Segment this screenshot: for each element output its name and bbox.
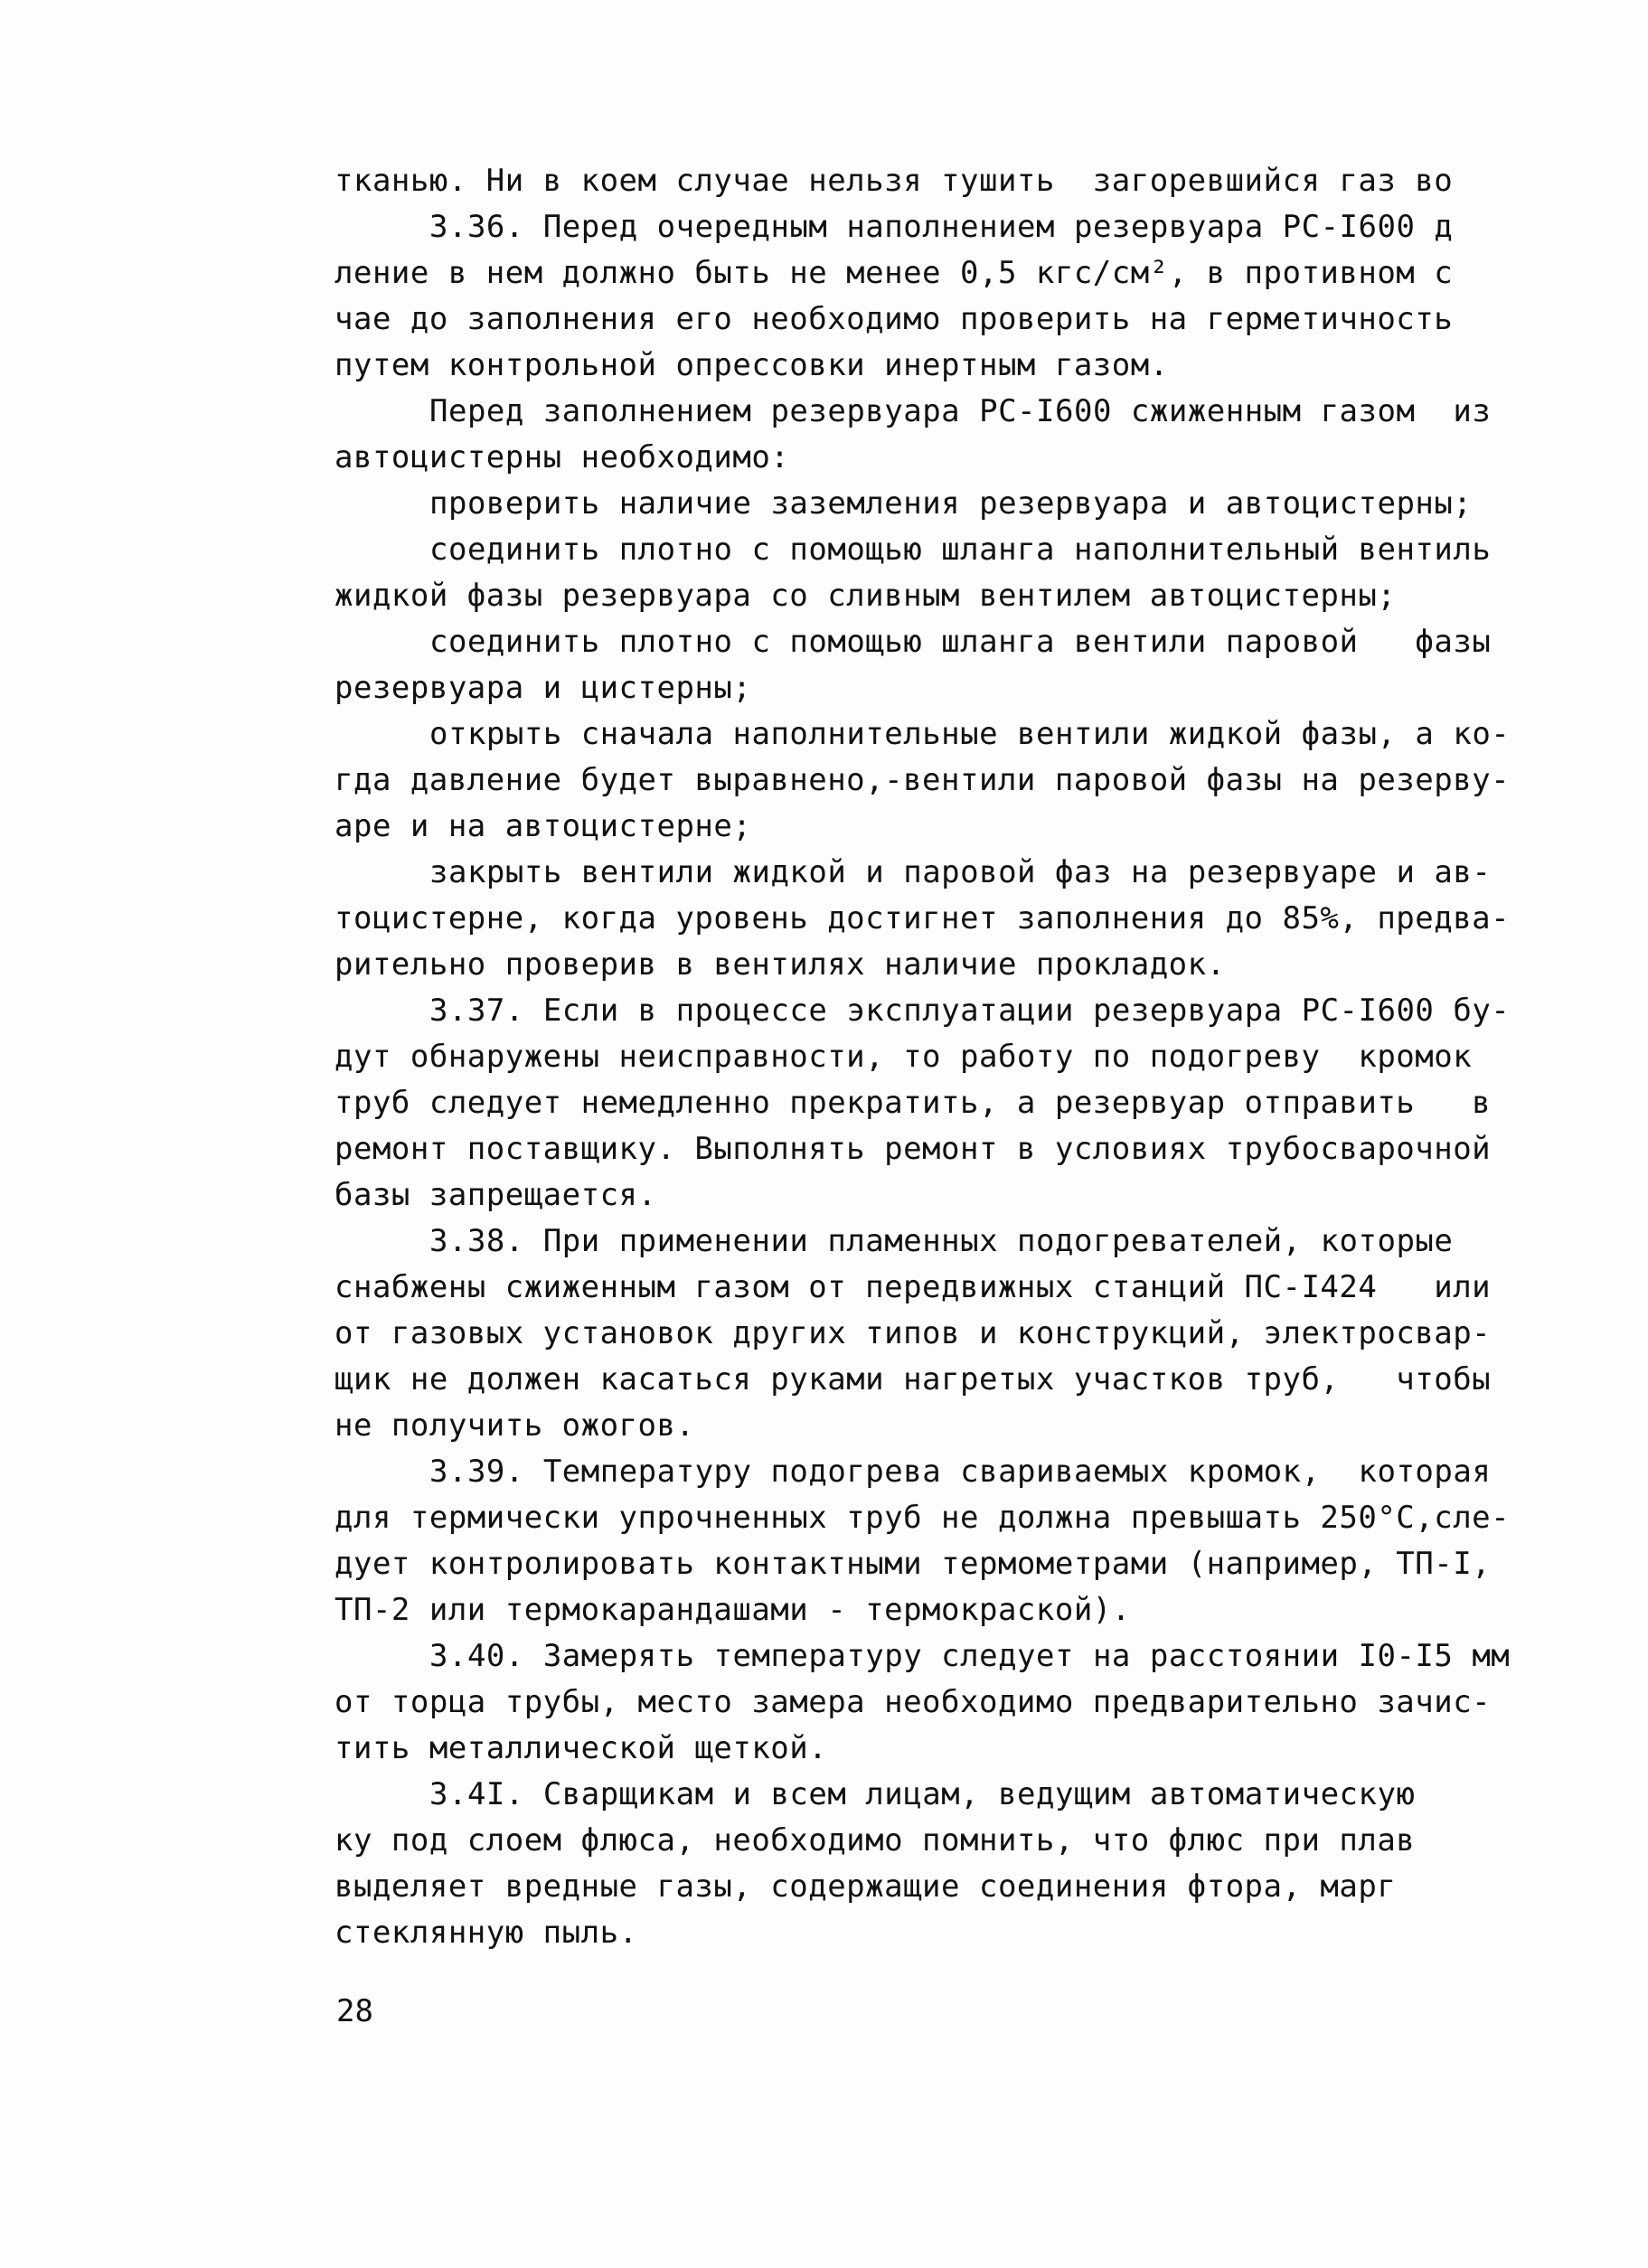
paragraph-3-41-start: 3.4I. Сварщикам и всем лицам, ведущим автоматическую — [429, 1776, 1416, 1812]
list-item: соединить плотно с помощью шланга наполнительный вентиль — [429, 532, 1492, 568]
text-line: снабжены сжиженным газом от передвижных станций ПС-I424 или — [334, 1269, 1492, 1305]
page-number: 28 — [336, 1993, 373, 2029]
text-line: ТП-2 или термокарандашами - термокраской). — [334, 1592, 1131, 1628]
list-item: проверить наличие заземления резервуара и автоцистерны; — [429, 485, 1473, 522]
text-line: не получить ожогов. — [334, 1407, 695, 1444]
text-line: ление в нем должно быть не менее 0,5 кгс/см², в противном с — [334, 255, 1454, 291]
text-line: резервуара и цистерны; — [334, 670, 752, 706]
paragraph-3-37-start: 3.37. Если в процессе эксплуатации резервуара РС-I600 бу- — [429, 993, 1511, 1029]
text-line: дут обнаружены неисправности, то работу по подогреву кромок — [334, 1039, 1473, 1075]
text-line: ремонт поставщику. Выполнять ремонт в условиях трубосварочной — [334, 1131, 1492, 1167]
text-line: от газовых установок других типов и конструкций, электросвар- — [334, 1315, 1492, 1351]
list-item: открыть сначала наполнительные вентили жидкой фазы, а ко- — [429, 716, 1511, 752]
text-line: тканью. Ни в коем случае нельзя тушить загоревшийся газ во — [334, 163, 1454, 199]
list-item: закрыть вентили жидкой и паровой фаз на резервуаре и ав- — [429, 854, 1492, 890]
text-line: базы запрещается. — [334, 1177, 657, 1213]
text-line: щик не должен касаться руками нагретых участков труб, чтобы — [334, 1361, 1492, 1398]
paragraph-3-39-start: 3.39. Температуру подогрева свариваемых кромок, которая — [429, 1454, 1492, 1490]
paragraph-3-40-start: 3.40. Замерять температуру следует на расстоянии I0-I5 мм — [429, 1638, 1511, 1674]
text-line: от торца трубы, место замера необходимо предварительно зачис- — [334, 1684, 1492, 1720]
paragraph-start: Перед заполнением резервуара РС-I600 сжиженным газом из — [429, 393, 1492, 429]
paragraph-3-38-start: 3.38. При применении пламенных подогревателей, которые — [429, 1223, 1454, 1259]
text-line: гда давление будет выравнено,-вентили паровой фазы на резерву- — [334, 762, 1511, 798]
text-line: тоцистерне, когда уровень достигнет заполнения до 85%, предва- — [334, 900, 1511, 936]
list-item: соединить плотно с помощью шланга вентили паровой фазы — [429, 624, 1492, 660]
text-line: ку под слоем флюса, необходимо помнить, что флюс при плав — [334, 1822, 1416, 1859]
body-text — [334, 158, 1510, 1956]
text-line: рительно проверив в вентилях наличие прокладок. — [334, 946, 1226, 983]
text-line: дует контролировать контактными термометрами (например, ТП-I, — [334, 1546, 1492, 1582]
text-line: тить металлической щеткой. — [334, 1730, 828, 1766]
text-line: жидкой фазы резервуара со сливным вентилем автоцистерны; — [334, 578, 1397, 614]
text-line: выделяет вредные газы, содержащие соединения фтора, марг — [334, 1868, 1397, 1905]
text-line: стеклянную пыль. — [334, 1915, 638, 1951]
text-line: чае до заполнения его необходимо проверить на герметичность — [334, 301, 1454, 337]
text-line: аре и на автоцистерне; — [334, 808, 752, 844]
paragraph-3-36-start: 3.36. Перед очередным наполнением резервуара РС-I600 д — [429, 209, 1454, 245]
text-line: для термически упрочненных труб не должна превышать 250°С,сле- — [334, 1500, 1511, 1536]
text-line: автоцистерны необходимо: — [334, 439, 790, 475]
text-line: путем контрольной опрессовки инертным газом. — [334, 347, 1169, 383]
text-line: труб следует немедленно прекратить, а резервуар отправить в — [334, 1085, 1492, 1121]
